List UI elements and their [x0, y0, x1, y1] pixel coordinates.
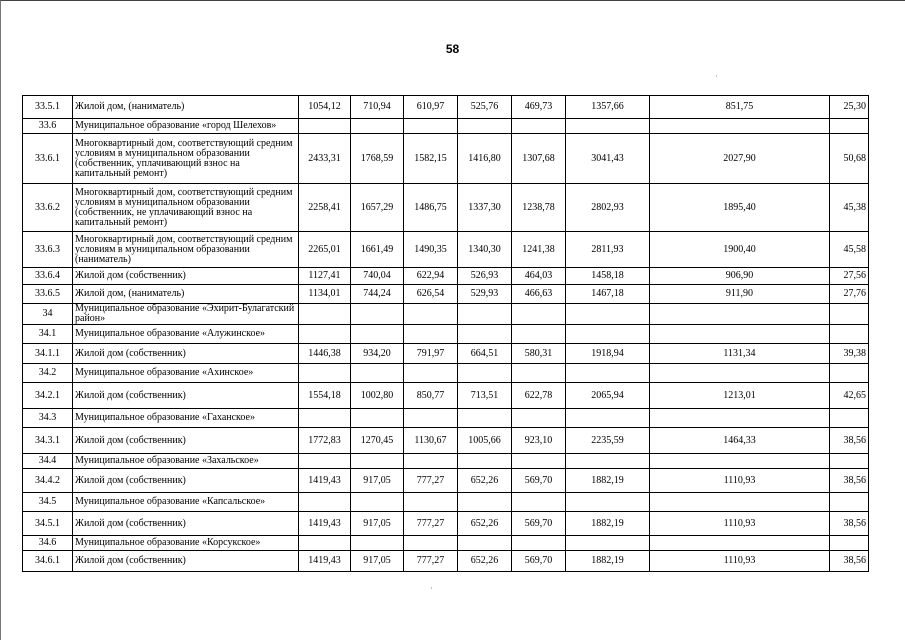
value-cell — [830, 119, 869, 134]
value-cell: 911,90 — [650, 285, 830, 304]
value-cell: 1270,45 — [351, 428, 404, 454]
value-cell: 1213,01 — [650, 383, 830, 409]
value-cell: 1131,34 — [650, 344, 830, 364]
value-cell: 652,26 — [458, 551, 512, 572]
tariff-table — [22, 95, 869, 572]
value-cell: 1464,33 — [650, 428, 830, 454]
value-cell: 791,97 — [404, 344, 458, 364]
value-cell — [458, 454, 512, 469]
row-code: 34.1 — [23, 325, 73, 344]
value-cell: 777,27 — [404, 512, 458, 536]
value-cell: 1486,75 — [404, 184, 458, 232]
value-cell — [512, 304, 566, 325]
value-cell: 2065,94 — [566, 383, 650, 409]
value-cell: 464,03 — [512, 268, 566, 285]
row-code: 34.3.1 — [23, 428, 73, 454]
row-name: Муниципальное образование «Захальское» — [73, 454, 299, 469]
row-code: 34.5.1 — [23, 512, 73, 536]
value-cell: 2811,93 — [566, 232, 650, 268]
value-cell: 652,26 — [458, 512, 512, 536]
table-row — [23, 119, 869, 134]
value-cell — [404, 409, 458, 428]
value-cell: 1882,19 — [566, 469, 650, 493]
value-cell: 38,56 — [830, 551, 869, 572]
value-cell — [650, 304, 830, 325]
value-cell: 1446,38 — [299, 344, 351, 364]
value-cell — [351, 304, 404, 325]
value-cell: 652,26 — [458, 469, 512, 493]
value-cell: 2802,93 — [566, 184, 650, 232]
row-name: Жилой дом (собственник) — [73, 383, 299, 409]
value-cell: 2258,41 — [299, 184, 351, 232]
value-cell — [650, 364, 830, 383]
value-cell: 38,56 — [830, 512, 869, 536]
value-cell — [512, 409, 566, 428]
value-cell — [566, 325, 650, 344]
table-row — [23, 268, 869, 285]
value-cell — [404, 325, 458, 344]
table-row — [23, 409, 869, 428]
table-row — [23, 285, 869, 304]
value-cell: 744,24 — [351, 285, 404, 304]
row-name: Жилой дом (собственник) — [73, 268, 299, 285]
value-cell — [566, 493, 650, 512]
row-code: 34.6 — [23, 536, 73, 551]
row-name: Жилой дом, (наниматель) — [73, 96, 299, 119]
row-name: Муниципальное образование «Корсукское» — [73, 536, 299, 551]
table-row — [23, 536, 869, 551]
value-cell — [566, 304, 650, 325]
value-cell: 1127,41 — [299, 268, 351, 285]
value-cell — [404, 454, 458, 469]
value-cell: 1134,01 — [299, 285, 351, 304]
value-cell — [458, 493, 512, 512]
table-row — [23, 493, 869, 512]
value-cell — [830, 409, 869, 428]
table-row — [23, 364, 869, 383]
row-name: Муниципальное образование «Алужинское» — [73, 325, 299, 344]
value-cell — [351, 119, 404, 134]
table-row — [23, 469, 869, 493]
page-number: 58 — [445, 42, 460, 56]
value-cell — [458, 304, 512, 325]
value-cell: 1110,93 — [650, 469, 830, 493]
value-cell: 777,27 — [404, 469, 458, 493]
value-cell — [458, 536, 512, 551]
value-cell — [404, 119, 458, 134]
value-cell — [299, 304, 351, 325]
value-cell: 466,63 — [512, 285, 566, 304]
value-cell — [299, 493, 351, 512]
value-cell: 1054,12 — [299, 96, 351, 119]
row-name: Многоквартирный дом, соответствующий средним условиям в муниципальном образовании (собственник, не уплачивающий взнос на капитальный ремонт) — [73, 184, 299, 232]
value-cell: 1882,19 — [566, 512, 650, 536]
value-cell: 664,51 — [458, 344, 512, 364]
row-name: Муниципальное образование «город Шелехов» — [73, 119, 299, 134]
row-code: 34 — [23, 304, 73, 325]
value-cell — [650, 493, 830, 512]
value-cell: 27,56 — [830, 268, 869, 285]
row-name: Жилой дом (собственник) — [73, 512, 299, 536]
scan-dot: · — [430, 584, 433, 593]
table-row — [23, 134, 869, 184]
value-cell — [566, 119, 650, 134]
value-cell: 1419,43 — [299, 551, 351, 572]
value-cell — [299, 325, 351, 344]
row-code: 34.1.1 — [23, 344, 73, 364]
row-name: Жилой дом (собственник) — [73, 469, 299, 493]
value-cell — [458, 409, 512, 428]
value-cell — [650, 119, 830, 134]
value-cell: 1772,83 — [299, 428, 351, 454]
value-cell — [830, 325, 869, 344]
value-cell: 1900,40 — [650, 232, 830, 268]
value-cell: 3041,43 — [566, 134, 650, 184]
row-code: 34.4 — [23, 454, 73, 469]
value-cell: 1419,43 — [299, 512, 351, 536]
value-cell — [830, 536, 869, 551]
table-row — [23, 383, 869, 409]
value-cell — [830, 304, 869, 325]
value-cell — [404, 536, 458, 551]
value-cell — [351, 536, 404, 551]
row-code: 34.2.1 — [23, 383, 73, 409]
value-cell: 469,73 — [512, 96, 566, 119]
table-row — [23, 454, 869, 469]
table-row — [23, 512, 869, 536]
value-cell: 1002,80 — [351, 383, 404, 409]
value-cell — [351, 364, 404, 383]
value-cell — [351, 493, 404, 512]
value-cell — [566, 536, 650, 551]
value-cell: 1130,67 — [404, 428, 458, 454]
value-cell: 610,97 — [404, 96, 458, 119]
value-cell: 526,93 — [458, 268, 512, 285]
value-cell: 1661,49 — [351, 232, 404, 268]
value-cell: 2265,01 — [299, 232, 351, 268]
value-cell: 1416,80 — [458, 134, 512, 184]
value-cell — [512, 325, 566, 344]
value-cell: 1241,38 — [512, 232, 566, 268]
value-cell — [404, 493, 458, 512]
value-cell: 525,76 — [458, 96, 512, 119]
value-cell: 1657,29 — [351, 184, 404, 232]
value-cell: 27,76 — [830, 285, 869, 304]
value-cell: 917,05 — [351, 551, 404, 572]
table-row — [23, 325, 869, 344]
value-cell: 1467,18 — [566, 285, 650, 304]
value-cell: 42,65 — [830, 383, 869, 409]
table-row — [23, 304, 869, 325]
value-cell: 38,56 — [830, 428, 869, 454]
value-cell: 25,30 — [830, 96, 869, 119]
value-cell: 622,94 — [404, 268, 458, 285]
value-cell: 569,70 — [512, 551, 566, 572]
scan-dot: · — [715, 72, 718, 81]
value-cell: 713,51 — [458, 383, 512, 409]
row-name: Муниципальное образование «Капсальское» — [73, 493, 299, 512]
value-cell: 1307,68 — [512, 134, 566, 184]
row-name: Муниципальное образование «Ахинское» — [73, 364, 299, 383]
value-cell: 710,94 — [351, 96, 404, 119]
value-cell: 917,05 — [351, 469, 404, 493]
value-cell — [512, 493, 566, 512]
row-code: 33.6 — [23, 119, 73, 134]
value-cell — [299, 409, 351, 428]
value-cell: 740,04 — [351, 268, 404, 285]
value-cell: 1490,35 — [404, 232, 458, 268]
value-cell: 45,38 — [830, 184, 869, 232]
row-name: Многоквартирный дом, соответствующий средним условиям в муниципальном образовании (собственник, уплачивающий взнос на капитальный ремонт) — [73, 134, 299, 184]
value-cell: 580,31 — [512, 344, 566, 364]
table-row — [23, 232, 869, 268]
table-row — [23, 184, 869, 232]
row-name: Муниципальное образование «Гаханское» — [73, 409, 299, 428]
value-cell — [566, 364, 650, 383]
value-cell: 569,70 — [512, 469, 566, 493]
row-code: 33.6.1 — [23, 134, 73, 184]
value-cell — [299, 119, 351, 134]
value-cell: 934,20 — [351, 344, 404, 364]
row-name: Жилой дом (собственник) — [73, 551, 299, 572]
value-cell: 1895,40 — [650, 184, 830, 232]
value-cell: 2433,31 — [299, 134, 351, 184]
row-code: 34.3 — [23, 409, 73, 428]
value-cell: 906,90 — [650, 268, 830, 285]
value-cell — [650, 454, 830, 469]
row-code: 33.6.4 — [23, 268, 73, 285]
value-cell: 569,70 — [512, 512, 566, 536]
value-cell: 923,10 — [512, 428, 566, 454]
value-cell — [351, 409, 404, 428]
value-cell — [351, 325, 404, 344]
value-cell — [830, 454, 869, 469]
value-cell — [458, 364, 512, 383]
row-code: 33.6.2 — [23, 184, 73, 232]
row-name: Многоквартирный дом, соответствующий средним условиям в муниципальном образовании (наниматель) — [73, 232, 299, 268]
value-cell: 1582,15 — [404, 134, 458, 184]
value-cell: 2235,59 — [566, 428, 650, 454]
row-code: 34.2 — [23, 364, 73, 383]
value-cell: 1110,93 — [650, 512, 830, 536]
value-cell: 1238,78 — [512, 184, 566, 232]
value-cell — [650, 409, 830, 428]
value-cell — [512, 119, 566, 134]
row-name: Жилой дом (собственник) — [73, 428, 299, 454]
value-cell: 1882,19 — [566, 551, 650, 572]
value-cell — [566, 454, 650, 469]
value-cell: 1357,66 — [566, 96, 650, 119]
value-cell — [512, 454, 566, 469]
value-cell: 626,54 — [404, 285, 458, 304]
value-cell — [299, 364, 351, 383]
row-name: Жилой дом, (наниматель) — [73, 285, 299, 304]
value-cell: 622,78 — [512, 383, 566, 409]
value-cell: 529,93 — [458, 285, 512, 304]
value-cell — [650, 325, 830, 344]
row-code: 34.4.2 — [23, 469, 73, 493]
value-cell — [830, 364, 869, 383]
value-cell — [458, 119, 512, 134]
row-code: 33.6.3 — [23, 232, 73, 268]
value-cell: 1419,43 — [299, 469, 351, 493]
value-cell: 1337,30 — [458, 184, 512, 232]
value-cell — [830, 493, 869, 512]
row-code: 34.6.1 — [23, 551, 73, 572]
value-cell: 1005,66 — [458, 428, 512, 454]
value-cell — [404, 304, 458, 325]
value-cell: 1340,30 — [458, 232, 512, 268]
value-cell: 1554,18 — [299, 383, 351, 409]
value-cell: 851,75 — [650, 96, 830, 119]
value-cell: 50,68 — [830, 134, 869, 184]
value-cell — [512, 364, 566, 383]
row-name: Жилой дом (собственник) — [73, 344, 299, 364]
value-cell: 45,58 — [830, 232, 869, 268]
value-cell: 2027,90 — [650, 134, 830, 184]
table-row — [23, 96, 869, 119]
value-cell: 38,56 — [830, 469, 869, 493]
row-name: Муниципальное образование «Эхирит-Булагатский район» — [73, 304, 299, 325]
row-code: 33.6.5 — [23, 285, 73, 304]
value-cell — [512, 536, 566, 551]
value-cell: 1458,18 — [566, 268, 650, 285]
value-cell — [566, 409, 650, 428]
row-code: 33.5.1 — [23, 96, 73, 119]
value-cell: 850,77 — [404, 383, 458, 409]
row-code: 34.5 — [23, 493, 73, 512]
value-cell: 1768,59 — [351, 134, 404, 184]
value-cell — [299, 454, 351, 469]
value-cell: 1110,93 — [650, 551, 830, 572]
value-cell — [299, 536, 351, 551]
value-cell — [404, 364, 458, 383]
value-cell — [458, 325, 512, 344]
value-cell — [650, 536, 830, 551]
value-cell: 917,05 — [351, 512, 404, 536]
value-cell: 1918,94 — [566, 344, 650, 364]
value-cell: 39,38 — [830, 344, 869, 364]
table-row — [23, 428, 869, 454]
value-cell — [351, 454, 404, 469]
table-row — [23, 551, 869, 572]
table-row — [23, 344, 869, 364]
value-cell: 777,27 — [404, 551, 458, 572]
